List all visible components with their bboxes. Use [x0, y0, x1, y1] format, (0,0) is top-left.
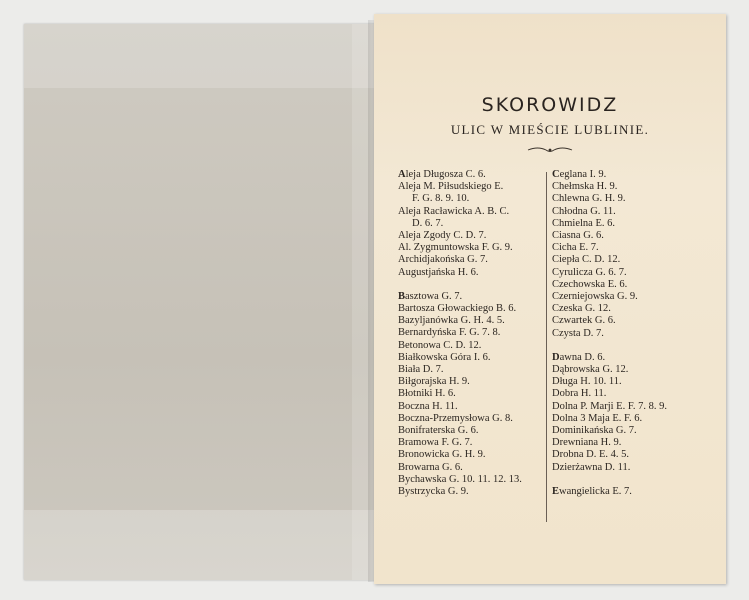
street-list-left — [398, 169, 548, 498]
street-entry — [398, 169, 548, 181]
street-text: Augustjańska H. 6. — [398, 266, 479, 278]
street-text: F. G. 8. 9. 10. — [412, 193, 470, 205]
street-text: Al. Zygmuntowska F. G. 9. — [398, 242, 513, 254]
street-text: Drewniana H. 9. — [552, 437, 622, 449]
initial-letter: C — [552, 169, 560, 180]
street-text: Czerniejowska G. 9. — [552, 291, 638, 303]
street-text: Bazyljanówka G. H. 4. 5. — [398, 315, 505, 327]
street-entry — [552, 218, 722, 230]
street-entry — [398, 291, 548, 303]
street-entry — [552, 181, 722, 193]
street-entry — [552, 242, 722, 254]
street-text: Chmielna E. 6. — [552, 217, 615, 229]
street-text: Czechowska E. 6. — [552, 278, 628, 290]
street-entry — [398, 437, 548, 449]
paper-tape-top — [24, 24, 376, 88]
initial-letter: D — [552, 351, 560, 363]
street-entry — [552, 437, 722, 449]
street-entry — [398, 388, 548, 400]
street-text: Bartosza Głowackiego B. 6. — [398, 303, 517, 315]
street-text: Błotniki H. 6. — [398, 388, 456, 400]
street-text: Czeska G. 12. — [552, 303, 611, 315]
street-text: Cicha E. 7. — [552, 242, 599, 254]
street-text: Drobna D. E. 4. 5. — [552, 449, 629, 461]
street-entry — [398, 193, 548, 205]
initial-letter: B — [398, 290, 406, 302]
street-entry — [398, 254, 548, 266]
street-list-right — [552, 169, 722, 498]
street-entry — [552, 486, 722, 498]
street-text: wangielicka E. 7. — [559, 485, 632, 497]
section-gap — [398, 279, 548, 291]
street-entry — [398, 449, 548, 461]
street-text: Bychawska G. 10. 11. 12. 13. — [398, 473, 522, 485]
street-entry — [398, 462, 548, 474]
paper-tape-bottom — [24, 510, 376, 580]
street-text: asztowa G. 7. — [405, 290, 463, 302]
ornament-divider-icon — [526, 145, 574, 155]
page-title: SKOROWIDZ — [481, 94, 619, 116]
initial-letter: E — [552, 485, 560, 497]
street-text: Chłodna G. 11. — [552, 205, 616, 217]
street-entry — [398, 425, 548, 437]
street-text: Bonifraterska G. 6. — [398, 425, 479, 437]
street-entry — [398, 486, 548, 498]
street-text: eglana I. 9. — [559, 169, 607, 180]
street-text: awna D. 6. — [559, 351, 606, 363]
street-text: Biłgorajska H. 9. — [398, 376, 470, 388]
street-text: Bramowa F. G. 7. — [398, 437, 473, 449]
street-entry — [398, 352, 548, 364]
street-entry — [552, 206, 722, 218]
street-entry — [552, 169, 722, 181]
street-text: leja Długosza C. 6. — [405, 169, 486, 180]
street-text: Dolna P. Marji E. F. 7. 8. 9. — [552, 400, 667, 412]
street-entry — [398, 315, 548, 327]
street-entry — [398, 218, 548, 230]
street-text: D. 6. 7. — [412, 217, 444, 229]
street-text: Czysta D. 7. — [552, 327, 604, 339]
street-text: Ciasna G. 6. — [552, 230, 604, 242]
street-entry — [552, 462, 722, 474]
street-text: Biała D. 7. — [398, 364, 444, 376]
street-entry — [552, 193, 722, 205]
street-text: Aleja Zgody C. D. 7. — [398, 230, 487, 242]
street-text: Białkowska Góra I. 6. — [398, 351, 491, 363]
street-text: Chlewna G. H. 9. — [552, 193, 626, 205]
street-text: Dobra H. 11. — [552, 388, 607, 400]
section-gap — [552, 340, 722, 352]
street-entry — [398, 181, 548, 193]
street-entry — [398, 401, 548, 413]
street-text: Dolna 3 Maja E. F. 6. — [552, 412, 643, 424]
street-entry — [552, 328, 722, 340]
street-text: Cyrulicza G. 6. 7. — [552, 266, 627, 278]
street-text: Archidjakońska G. 7. — [398, 254, 488, 266]
street-text: Aleja M. Piłsudskiego E. — [398, 181, 504, 193]
street-text: Dąbrowska G. 12. — [552, 364, 629, 376]
street-entry — [398, 340, 548, 352]
section-gap — [552, 474, 722, 486]
street-entry — [552, 267, 722, 279]
street-text: Dzierżawna D. 11. — [552, 461, 631, 473]
street-text: Ciepła C. D. 12. — [552, 254, 621, 266]
street-text: Boczna-Przemysłowa G. 8. — [398, 412, 513, 424]
street-entry — [398, 303, 548, 315]
street-text: Bystrzycka G. 9. — [398, 486, 469, 498]
page-subtitle: ULIC W MIEŚCIE LUBLINIE. — [450, 122, 650, 137]
street-text: Bronowicka G. H. 9. — [398, 449, 486, 461]
street-entry — [398, 230, 548, 242]
street-entry — [398, 327, 548, 339]
street-entry — [552, 425, 722, 437]
left-page-blank — [24, 24, 376, 580]
street-text: Bernardyńska F. G. 7. 8. — [398, 327, 501, 339]
street-text: Boczna H. 11. — [398, 400, 458, 412]
street-text: Aleja Racławicka A. B. C. — [398, 205, 510, 217]
street-entry — [552, 388, 722, 400]
street-text: Betonowa C. D. 12. — [398, 339, 482, 351]
index-page — [374, 14, 726, 584]
street-text: Długa H. 10. 11. — [552, 376, 622, 388]
street-entry — [552, 352, 722, 364]
street-entry — [398, 413, 548, 425]
street-entry — [398, 474, 548, 486]
street-text: Dominikańska G. 7. — [552, 425, 637, 437]
street-entry — [552, 230, 722, 242]
street-entry — [552, 376, 722, 388]
street-entry — [552, 449, 722, 461]
street-entry — [552, 254, 722, 266]
street-entry — [552, 291, 722, 303]
street-entry — [552, 279, 722, 291]
street-entry — [398, 376, 548, 388]
street-text: Chełmska H. 9. — [552, 181, 618, 193]
street-entry — [398, 242, 548, 254]
street-entry — [552, 401, 722, 413]
street-text: Browarna G. 6. — [398, 461, 463, 473]
street-entry — [552, 413, 722, 425]
street-entry — [552, 303, 722, 315]
street-entry — [398, 364, 548, 376]
street-text: Czwartek G. 6. — [552, 315, 616, 327]
street-entry — [552, 315, 722, 327]
street-entry — [552, 364, 722, 376]
initial-letter: A — [398, 169, 406, 180]
street-entry — [398, 267, 548, 279]
street-entry — [398, 206, 548, 218]
